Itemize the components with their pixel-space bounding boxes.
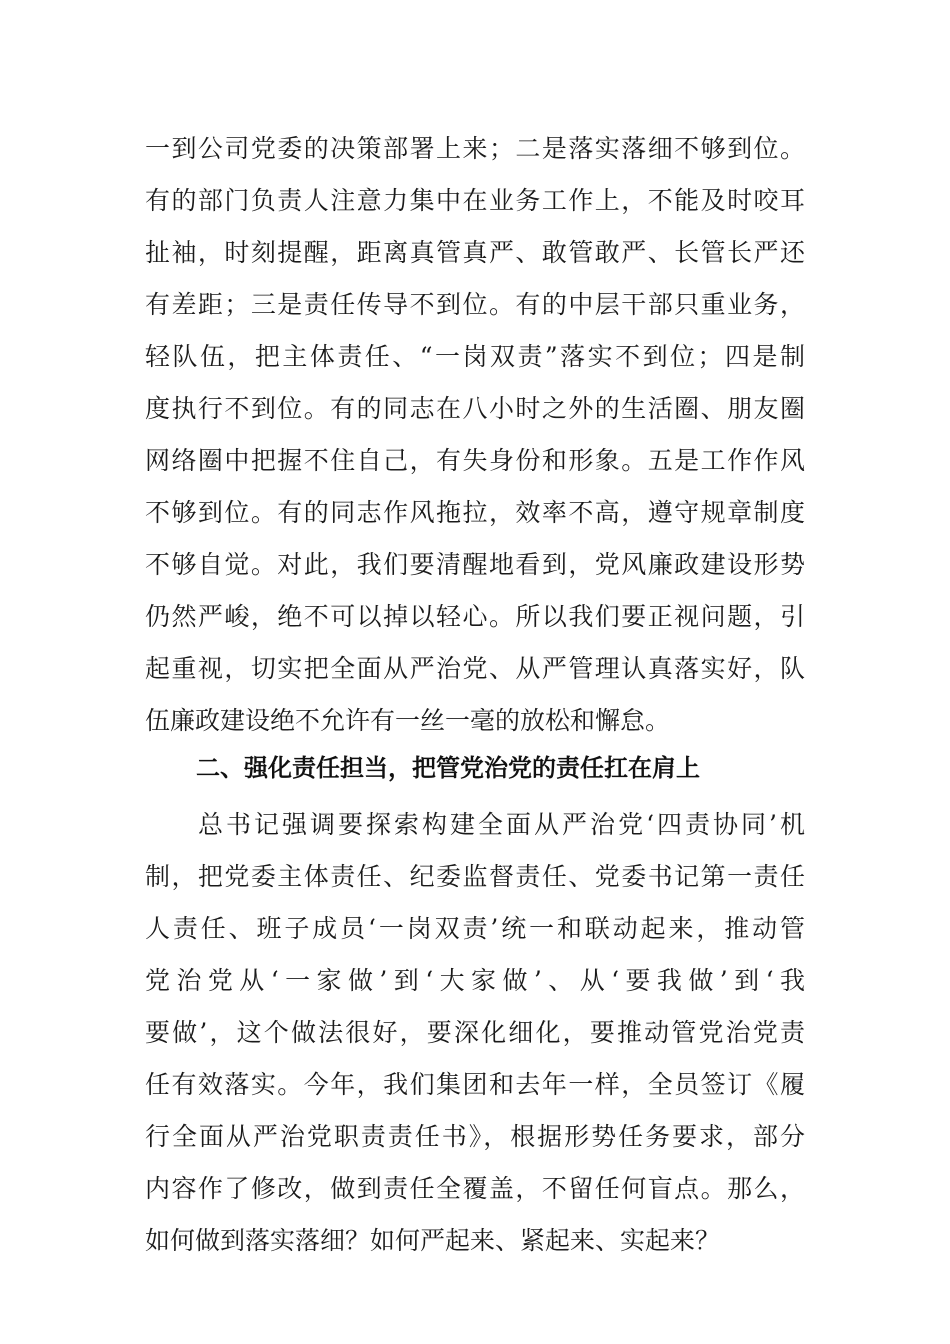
section-heading: 二、强化责任担当，把管党治党的责任扛在肩上 [196,754,700,782]
paragraph-line: 党治党从‘一家做’到‘大家做’、从‘要我做’到‘我 [145,966,805,995]
paragraph-line: 有差距；三是责任传导不到位。有的中层干部只重业务， [145,290,805,319]
paragraph-line: 伍廉政建设绝不允许有一丝一毫的放松和懈怠。 [145,706,671,735]
paragraph-line: 不够到位。有的同志作风拖拉，效率不高，遵守规章制度 [145,498,805,527]
paragraph-line: 起重视，切实把全面从严治党、从严管理认真落实好，队 [145,654,805,683]
paragraph-line: 人责任、班子成员‘一岗双责’统一和联动起来，推动管 [145,914,805,943]
paragraph-line: 有的部门负责人注意力集中在业务工作上，不能及时咬耳 [145,186,805,215]
paragraph-line: 一到公司党委的决策部署上来；二是落实落细不够到位。 [145,134,805,163]
paragraph-line: 如何做到落实落细？如何严起来、紧起来、实起来？ [145,1226,721,1255]
paragraph-line: 不够自觉。对此，我们要清醒地看到，党风廉政建设形势 [145,550,805,579]
paragraph-line: 总书记强调要探索构建全面从严治党‘四责协同’机 [198,810,805,839]
paragraph-line: 轻队伍，把主体责任、“一岗双责”落实不到位；四是制 [145,342,805,371]
paragraph-line: 扯袖，时刻提醒，距离真管真严、敢管敢严、长管长严还 [145,238,805,267]
paragraph-line: 仍然严峻，绝不可以掉以轻心。所以我们要正视问题，引 [145,602,805,631]
paragraph-line: 制，把党委主体责任、纪委监督责任、党委书记第一责任 [145,862,805,891]
paragraph-line: 内容作了修改，做到责任全覆盖，不留任何盲点。那么， [145,1174,805,1203]
paragraph-line: 度执行不到位。有的同志在八小时之外的生活圈、朋友圈 [145,394,805,423]
paragraph-line: 网络圈中把握不住自己，有失身份和形象。五是工作作风 [145,446,805,475]
paragraph-line: 任有效落实。今年，我们集团和去年一样，全员签订《履 [145,1070,805,1099]
paragraph-line: 行全面从严治党职责责任书》，根据形势任务要求，部分 [145,1122,805,1151]
paragraph-line: 要做’，这个做法很好，要深化细化，要推动管党治党责 [145,1018,805,1047]
